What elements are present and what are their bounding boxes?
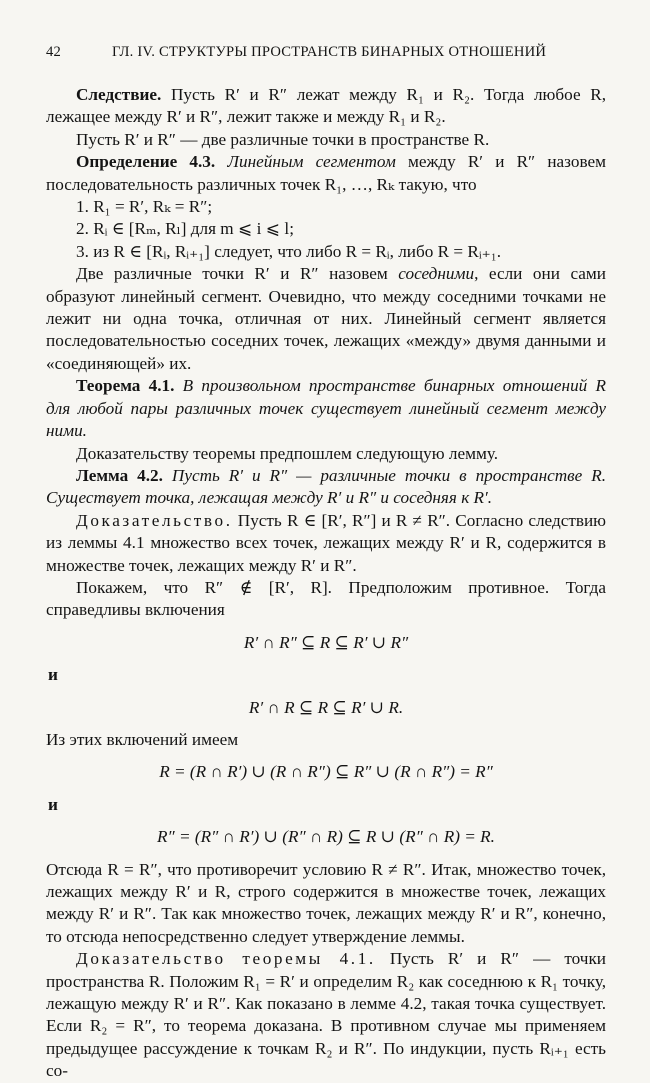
neighbors-text-after: , если они сами образуют линейный сегмент. Очевидно, что между соседними точками не лежит ни одна точка, отличная от них. Линейный сегмент является последовательностью соседних точек, лежащих «между» двумя данными и «соединяющей» их. [46, 264, 606, 373]
show-paragraph: Покажем, что R″ ∉ [R′, R]. Предположим противное. Тогда справедливы включения [46, 577, 606, 620]
proof-theorem-text: Пусть R′ и R″ — точки пространства R. Положим R₁ = R′ и определим R₂ как соседнюю к R₁ точку, лежащую между R′ и R″. Как показано в лемме 4.2, такая точка существует. Если R₂ = R″, то теорема доказана. В противном случае мы применяем предыдущее рассуждение к точкам R₂ и R″. По индукции, пусть Rᵢ₊₁ есть со- [46, 949, 606, 1081]
proof-lemma-paragraph [46, 510, 606, 577]
lemma-paragraph [46, 465, 606, 510]
definition-term: Линейным сегментом [215, 152, 396, 172]
theorem-label: Теорема 4.1. [76, 376, 175, 396]
formula-2: R′ ∩ R ⊆ R ⊆ R′ ∪ R. [248, 697, 404, 717]
formula-1: R′ ∩ R″ ⊆ R ⊆ R′ ∪ R″ [243, 632, 409, 652]
definition-label: Определение 4.3. [76, 152, 216, 172]
neighbors-term: соседними [398, 264, 475, 284]
theorem-paragraph [46, 375, 606, 442]
proof-lemma-label: Доказательство. [76, 510, 233, 530]
neighbors-text-before: Две различные точки R′ и R″ назовем [76, 264, 399, 284]
formula-3: R = (R ∩ R′) ∪ (R ∩ R″) ⊆ R″ ∪ (R ∩ R″) = R″ [159, 762, 493, 782]
formula-4: R″ = (R″ ∩ R′) ∪ (R″ ∩ R) ⊆ R ∪ (R″ ∩ R) = R. [157, 827, 495, 847]
conjunction-and-1: и [48, 665, 58, 685]
hence-paragraph: Отсюда R = R″, что противоречит условию R ≠ R″. Итак, множество точек, лежащих между R′ и R, строго содержится в множестве точек, лежащих между R′ и R″. Так как множество точек, лежащих между R′ и R″, конечно, то отсюда непосредственно следует утверждение леммы. [46, 859, 606, 946]
lemma-label: Лемма 4.2. [76, 465, 163, 485]
proof-theorem-paragraph [46, 948, 606, 1082]
definition-paragraph [46, 151, 606, 196]
proof-lemma-text: Пусть R ∈ [R′, R″] и R ≠ R″. Согласно следствию из леммы 4.1 множество всех точек, лежащих между R′ и R, содержится в множестве точек, лежащих между R′ и R″. [46, 510, 606, 575]
definition-item-1: 1. R₁ = R′, Rₖ = R″; [76, 197, 213, 217]
definition-text: между R′ и R″ назовем последовательность различных точек R₁, …, Rₖ такую, что [46, 152, 606, 194]
corollary-paragraph [46, 84, 606, 129]
neighbors-paragraph [46, 263, 606, 375]
corollary-label: Следствие. [76, 85, 162, 104]
corollary-text: Пусть R′ и R″ лежат между R₁ и R₂. Тогда любое R, лежащее между R′ и R″, лежит также и между R₁ и R₂. [46, 85, 606, 127]
definition-item-2: 2. Rᵢ ∈ [Rₘ, Rₗ] для m ⩽ i ⩽ l; [76, 219, 294, 239]
conjunction-and-2: и [48, 794, 58, 814]
points-paragraph: Пусть R′ и R″ — две различные точки в пространстве R. [76, 129, 490, 149]
definition-list [46, 196, 606, 263]
from-inclusions-paragraph: Из этих включений имеем [46, 729, 239, 749]
running-title: ГЛ. IV. СТРУКТУРЫ ПРОСТРАНСТВ БИНАРНЫХ ОТНОШЕНИЙ [112, 44, 547, 60]
lemma-text: Пусть R′ и R″ — различные точки в пространстве R. Существует точка, лежащая между R′ и R″ и соседняя к R′. [46, 465, 607, 508]
definition-item-3: 3. из R ∈ [Rᵢ, Rᵢ₊₁] следует, что либо R = Rᵢ, либо R = Rᵢ₊₁. [76, 241, 502, 261]
theorem-text: В произвольном пространстве бинарных отношений R для любой пары различных точек существует линейный сегмент между ними. [46, 376, 606, 441]
page-body [46, 84, 606, 1083]
lemma-intro-paragraph: Доказательству теоремы предпошлем следующую лемму. [76, 443, 499, 463]
page-number: 42 [46, 44, 61, 60]
proof-theorem-label: Доказательство теоремы 4.1. [76, 949, 376, 969]
